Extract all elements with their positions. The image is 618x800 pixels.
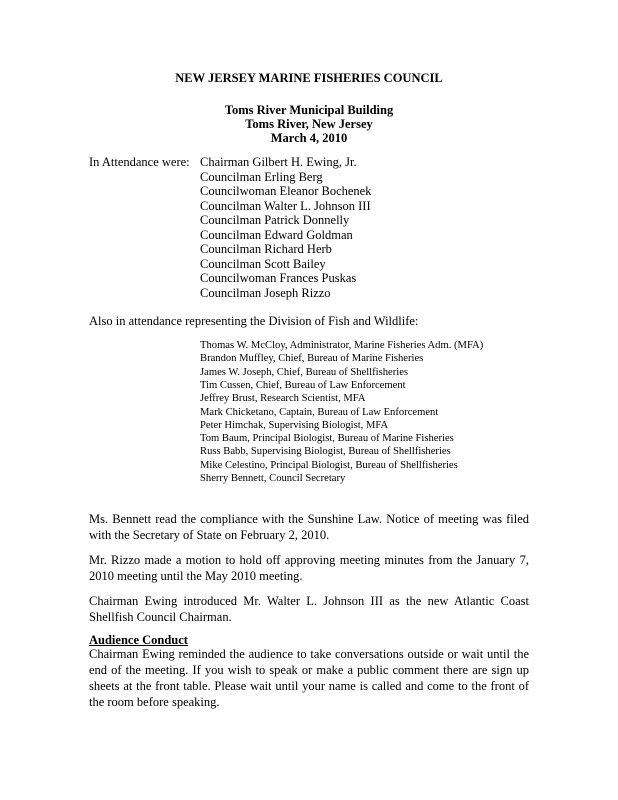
staff-member: Peter Himchak, Supervising Biologist, MFA <box>200 419 389 431</box>
staff-member: Mike Celestino, Principal Biologist, Bureau of Shellfisheries <box>200 459 458 471</box>
staff-member: Jeffrey Brust, Research Scientist, MFA <box>200 393 366 405</box>
attendee-name: Chairman Gilbert H. Ewing, Jr. <box>200 155 357 169</box>
staff-member: Russ Babb, Supervising Biologist, Bureau of Shellfisheries <box>200 446 451 458</box>
audience-conduct-paragraph: Chairman Ewing reminded the audience to take conversations outside or wait until the end of the meeting. If you wish to speak or make a public comment there are sign up sheets at the front table. Please wait until your name is called and come to the front of the room before speaking. <box>89 647 529 709</box>
staff-member: Thomas W. McCloy, Administrator, Marine Fisheries Adm. (MFA) <box>200 340 484 351</box>
council-title: NEW JERSEY MARINE FISHERIES COUNCIL <box>175 71 443 85</box>
chairman-introduction-paragraph: Chairman Ewing introduced Mr. Walter L. Johnson III as the new Atlantic Coast Shellfish Council Chairman. <box>89 594 529 624</box>
audience-conduct-heading: Audience Conduct <box>89 633 188 647</box>
attendee-name: Councilman Erling Berg <box>200 169 323 184</box>
meeting-date: March 4, 2010 <box>270 131 348 145</box>
staff-member: James W. Joseph, Chief, Bureau of Shellfisheries <box>200 366 409 378</box>
division-intro: Also in attendance representing the Division of Fish and Wildlife: <box>89 314 419 328</box>
minutes-motion-paragraph: Mr. Rizzo made a motion to hold off approving meeting minutes from the January 7, 2010 meeting until the May 2010 meeting. <box>89 553 529 583</box>
staff-member: Brandon Muffley, Chief, Bureau of Marine Fisheries <box>200 353 424 365</box>
staff-member: Tom Baum, Principal Biologist, Bureau of Marine Fisheries <box>200 433 454 445</box>
staff-member: Sherry Bennett, Council Secretary <box>200 473 346 484</box>
meeting-building: Toms River Municipal Building <box>224 103 394 117</box>
attendee-name: Councilman Joseph Rizzo <box>200 285 331 300</box>
attendee-name: Councilman Edward Goldman <box>200 227 353 242</box>
staff-member: Tim Cussen, Chief, Bureau of Law Enforcement <box>200 379 406 391</box>
attendee-name: Councilman Scott Bailey <box>200 256 326 271</box>
attendee-name: Councilwoman Eleanor Bochenek <box>200 184 372 198</box>
attendee-name: Councilman Walter L. Johnson III <box>200 198 371 213</box>
attendee-name: Councilman Patrick Donnelly <box>200 213 350 227</box>
meeting-location: Toms River, New Jersey <box>245 117 373 131</box>
attendance-label: In Attendance were: <box>89 155 190 169</box>
staff-member: Mark Chicketano, Captain, Bureau of Law Enforcement <box>200 406 439 418</box>
attendee-name: Councilwoman Frances Puskas <box>200 271 357 285</box>
sunshine-law-paragraph: Ms. Bennett read the compliance with the Sunshine Law. Notice of meeting was filed with the Secretary of State on February 2, 2010. <box>89 512 529 542</box>
attendee-name: Councilman Richard Herb <box>200 242 332 256</box>
